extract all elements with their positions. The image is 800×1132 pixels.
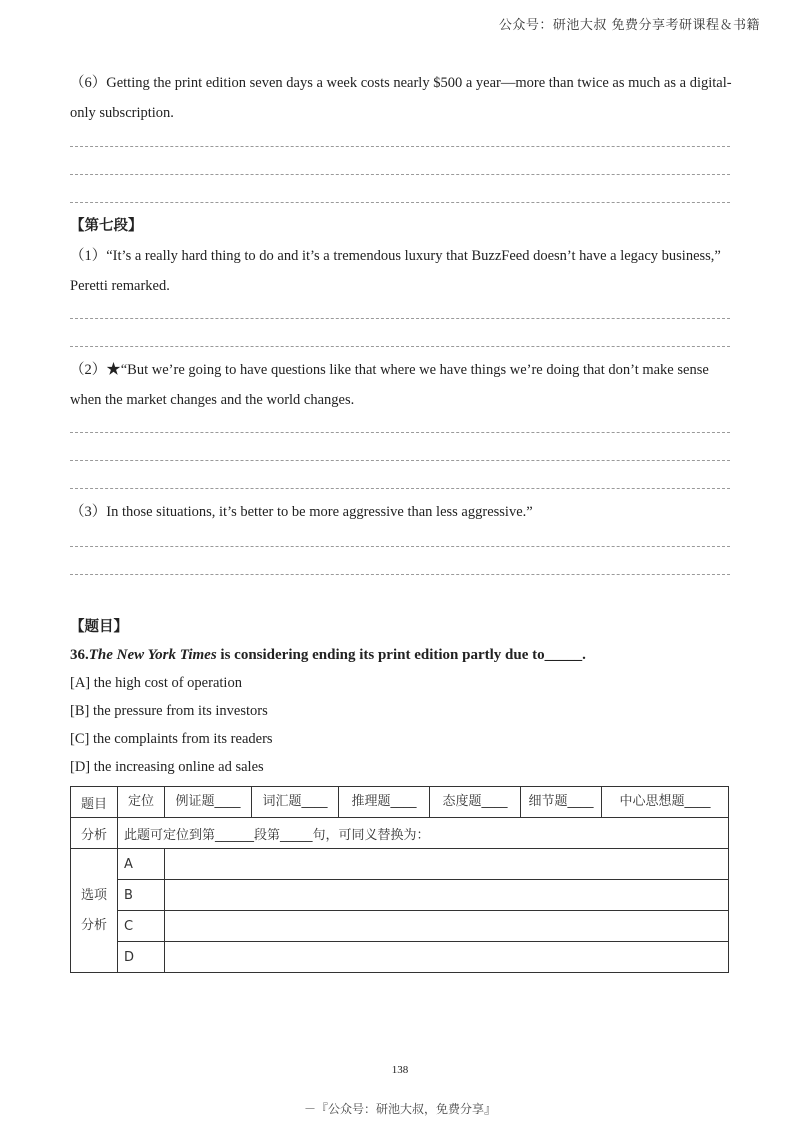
row-label: 题目	[71, 787, 118, 818]
analysis-table	[70, 786, 729, 973]
row-label: 分析	[71, 818, 118, 849]
option-letter: C	[118, 911, 165, 942]
page-number: 138	[391, 1064, 409, 1076]
sentence-7-1: （1）“It’s a really hard thing to do and it’s a tremendous luxury that BuzzFeed doesn’t have a legacy business,” Peretti remarked.	[70, 248, 721, 294]
option-analysis-cell	[165, 911, 729, 942]
answer-line	[70, 546, 730, 547]
question-text: is considering ending its print edition partly due to	[216, 647, 545, 663]
answer-line	[70, 202, 730, 203]
type-detail: 细节题____	[521, 787, 602, 817]
question-number: 36.	[70, 647, 89, 663]
option-letter: D	[118, 942, 165, 973]
type-main-idea: 中心思想题____	[619, 794, 711, 809]
sentence-7-2: （2）★“But we’re going to have questions like that where we have things we’re doing that don’t make sense when the market changes and the world changes.	[70, 362, 709, 408]
option-analysis-cell	[165, 849, 729, 880]
option-analysis-cell	[165, 942, 729, 973]
option-c: [C] the complaints from its readers	[70, 731, 273, 747]
question-blank: _____	[544, 647, 583, 663]
option-analysis-label	[71, 849, 118, 973]
option-letter: B	[118, 880, 165, 911]
page-footer: －『公众号：研池大叔，免费分享』	[303, 1102, 496, 1116]
option-a: [A] the high cost of operation	[70, 675, 242, 691]
type-vocab: 词汇题____	[252, 787, 339, 817]
option-letter: A	[118, 849, 165, 880]
sentence-7-3: （3）In those situations, it’s better to be more aggressive than less aggressive.”	[70, 504, 533, 520]
answer-line	[70, 174, 730, 175]
type-inference: 推理题____	[339, 787, 430, 817]
answer-line	[70, 318, 730, 319]
answer-line	[70, 432, 730, 433]
type-example: 例证题____	[165, 787, 252, 817]
question-italic: The New York Times	[88, 647, 217, 663]
answer-line	[70, 146, 730, 147]
type-locate: 定位	[118, 787, 165, 817]
option-b: [B] the pressure from its investors	[70, 703, 268, 719]
answer-line	[70, 488, 730, 489]
section-title: 【第七段】	[70, 218, 143, 234]
option-d: [D] the increasing online ad sales	[70, 759, 264, 775]
answer-line	[70, 574, 730, 575]
sentence-6: （6）Getting the print edition seven days a week costs nearly $500 a year—more than twice as much as a digital-only subscription.	[70, 75, 732, 121]
question-stem	[70, 647, 586, 664]
question-section-title: 【题目】	[70, 619, 128, 635]
question-end: .	[582, 647, 586, 663]
option-analysis-cell	[165, 880, 729, 911]
option-label-2: 分析	[80, 917, 107, 933]
locate-cell: 此题可定位到第______段第_____句，可同义替换为：	[118, 818, 729, 849]
page-header: 公众号：研池大叔 免费分享考研课程＆书籍	[498, 18, 760, 33]
option-label-1: 选项	[80, 887, 107, 903]
type-row	[118, 787, 729, 818]
answer-line	[70, 460, 730, 461]
type-attitude: 态度题____	[430, 787, 521, 817]
answer-line	[70, 346, 730, 347]
